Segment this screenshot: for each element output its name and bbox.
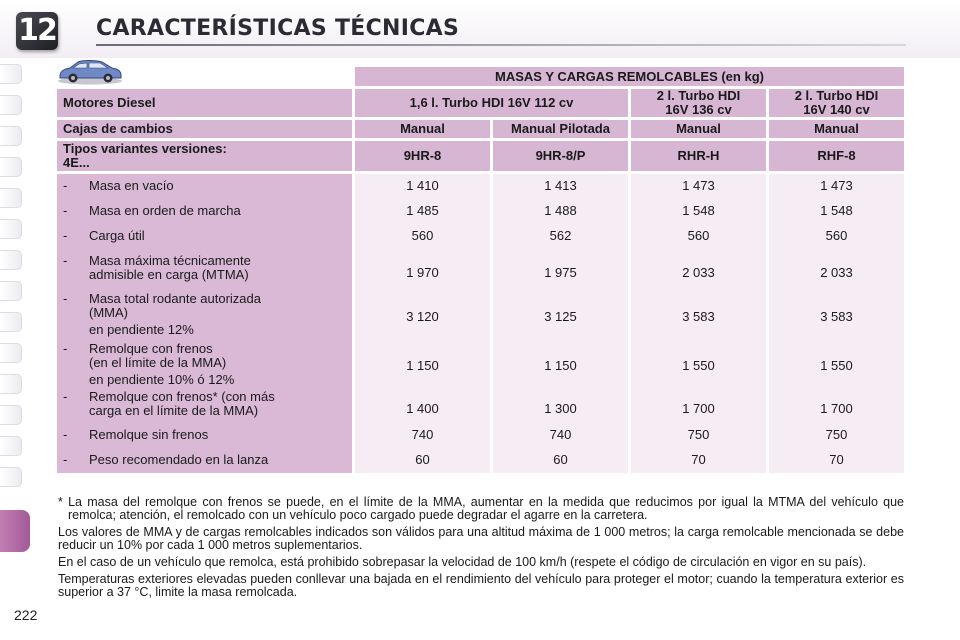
- side-tab[interactable]: [0, 374, 22, 394]
- cell-value: 3 120: [406, 309, 439, 324]
- chapter-badge: 12: [16, 12, 58, 50]
- side-tab[interactable]: [0, 312, 22, 332]
- cell-value: 3 583: [682, 309, 715, 324]
- engine-header-3: 2 l. Turbo HDI 16V 136 cv: [631, 89, 766, 117]
- side-tab[interactable]: [0, 281, 22, 301]
- car-icon: [56, 57, 124, 85]
- side-tab[interactable]: [0, 219, 22, 239]
- cell-value: 1 413: [544, 178, 577, 193]
- row-label: - Remolque con frenos* (con más carga en el límite de la MMA): [63, 389, 275, 418]
- cell-value: 1 410: [406, 178, 439, 193]
- cell-value: 1 550: [682, 358, 715, 373]
- cell-value: 560: [825, 228, 848, 243]
- gearbox-value: Manual: [631, 120, 766, 138]
- cell-value: 1 473: [820, 178, 853, 193]
- gearbox-value: Manual: [355, 120, 490, 138]
- cell-value: 1 473: [682, 178, 715, 193]
- cell-value: 3 583: [820, 309, 853, 324]
- cell-value: 1 550: [820, 358, 853, 373]
- row-label: - Masa en vacío: [63, 178, 174, 193]
- cell-value: 1 150: [544, 358, 577, 373]
- cell-value: 1 150: [406, 358, 439, 373]
- cell-value: 1 400: [406, 401, 439, 416]
- cell-value: 1 975: [544, 265, 577, 280]
- page-title: CARACTERÍSTICAS TÉCNICAS: [96, 16, 460, 41]
- cell-value: 1 700: [820, 401, 853, 416]
- values-column: [769, 174, 904, 473]
- values-column: [493, 174, 628, 473]
- cell-value: 2 033: [820, 265, 853, 280]
- engines-label: Motores Diesel: [57, 89, 352, 117]
- cell-value: 70: [691, 452, 706, 467]
- row-label: - Masa total rodante autorizada (MMA) en pendiente 12%: [63, 291, 261, 337]
- page-number: 222: [14, 607, 38, 623]
- cell-value: 560: [411, 228, 434, 243]
- cell-value: 1 300: [544, 401, 577, 416]
- side-tab[interactable]: [0, 467, 22, 487]
- footnote: * La masa del remolque con frenos se puede, en el límite de la MMA, aumentar en la medida que reducimos por igual la MTMA del vehículo que remolca; atención, el remolcado con un vehículo poco cargado puede degradar el agarre en la carretera.: [58, 495, 904, 522]
- side-tab[interactable]: [0, 343, 22, 363]
- title-divider: [96, 44, 906, 46]
- side-tab[interactable]: [0, 405, 22, 425]
- cell-value: 740: [549, 427, 572, 442]
- cell-value: 1 488: [544, 203, 577, 218]
- cell-value: 1 700: [682, 401, 715, 416]
- side-tab[interactable]: [0, 188, 22, 208]
- active-chapter-tab[interactable]: [0, 510, 30, 552]
- row-label: - Carga útil: [63, 228, 145, 243]
- row-label: - Remolque sin frenos: [63, 427, 209, 442]
- row-labels-column: [57, 174, 352, 473]
- cell-value: 750: [687, 427, 710, 442]
- row-label: - Remolque con frenos (en el límite de la MMA) en pendiente 10% ó 12%: [63, 341, 235, 387]
- side-tab[interactable]: [0, 250, 22, 270]
- cell-value: 60: [415, 452, 430, 467]
- cell-value: 740: [411, 427, 434, 442]
- cell-value: 70: [829, 452, 844, 467]
- gearbox-value: Manual: [769, 120, 904, 138]
- cell-value: 2 033: [682, 265, 715, 280]
- cell-value: 60: [553, 452, 568, 467]
- cell-value: 560: [687, 228, 710, 243]
- note-paragraph: En el caso de un vehículo que remolca, está prohibido sobrepasar la velocidad de 100 km/h (respete el código de circulación en vigor en su país).: [58, 555, 867, 569]
- side-tab[interactable]: [0, 126, 22, 146]
- row-label: - Peso recomendado en la lanza: [63, 452, 269, 467]
- cell-value: 3 125: [544, 309, 577, 324]
- variant-code: 9HR-8: [355, 141, 490, 171]
- engine-header-1: 1,6 l. Turbo HDI 16V 112 cv: [355, 89, 628, 117]
- values-column: [355, 174, 490, 473]
- variants-label: Tipos variantes versiones: 4E...: [57, 141, 352, 171]
- row-label: - Masa en orden de marcha: [63, 203, 241, 218]
- note-paragraph: Los valores de MMA y de cargas remolcables indicados son válidos para una altitud máxima de 1 000 metros; la carga remolcable mencionada se debe reducir un 10% por cada 1 000 metros suplementarios.: [58, 525, 904, 552]
- row-label: - Masa máxima técnicamente admisible en carga (MTMA): [63, 253, 251, 282]
- gearbox-label: Cajas de cambios: [57, 120, 352, 138]
- engine-header-4: 2 l. Turbo HDI 16V 140 cv: [769, 89, 904, 117]
- side-tab[interactable]: [0, 64, 22, 84]
- cell-value: 562: [549, 228, 572, 243]
- variant-code: RHR-H: [631, 141, 766, 171]
- notes-section: [58, 496, 904, 599]
- weights-table-wrapper: [54, 64, 904, 476]
- variant-code: RHF-8: [769, 141, 904, 171]
- side-tab-strip: [0, 64, 22, 498]
- cell-value: 1 548: [682, 203, 715, 218]
- weights-table: [54, 64, 907, 476]
- side-tab[interactable]: [0, 95, 22, 115]
- values-column: [631, 174, 766, 473]
- variant-code: 9HR-8/P: [493, 141, 628, 171]
- note-paragraph: Temperaturas exteriores elevadas pueden conllevar una bajada en el rendimiento del vehículo para proteger el motor; cuando la temperatura exterior es superior a 37 °C, limite la masa remolcada.: [58, 572, 904, 599]
- cell-value: 1 548: [820, 203, 853, 218]
- table-caption: MASAS Y CARGAS REMOLCABLES (en kg): [355, 67, 904, 86]
- cell-value: 1 485: [406, 203, 439, 218]
- side-tab[interactable]: [0, 157, 22, 177]
- cell-value: 1 970: [406, 265, 439, 280]
- cell-value: 750: [825, 427, 848, 442]
- gearbox-value: Manual Pilotada: [493, 120, 628, 138]
- side-tab[interactable]: [0, 436, 22, 456]
